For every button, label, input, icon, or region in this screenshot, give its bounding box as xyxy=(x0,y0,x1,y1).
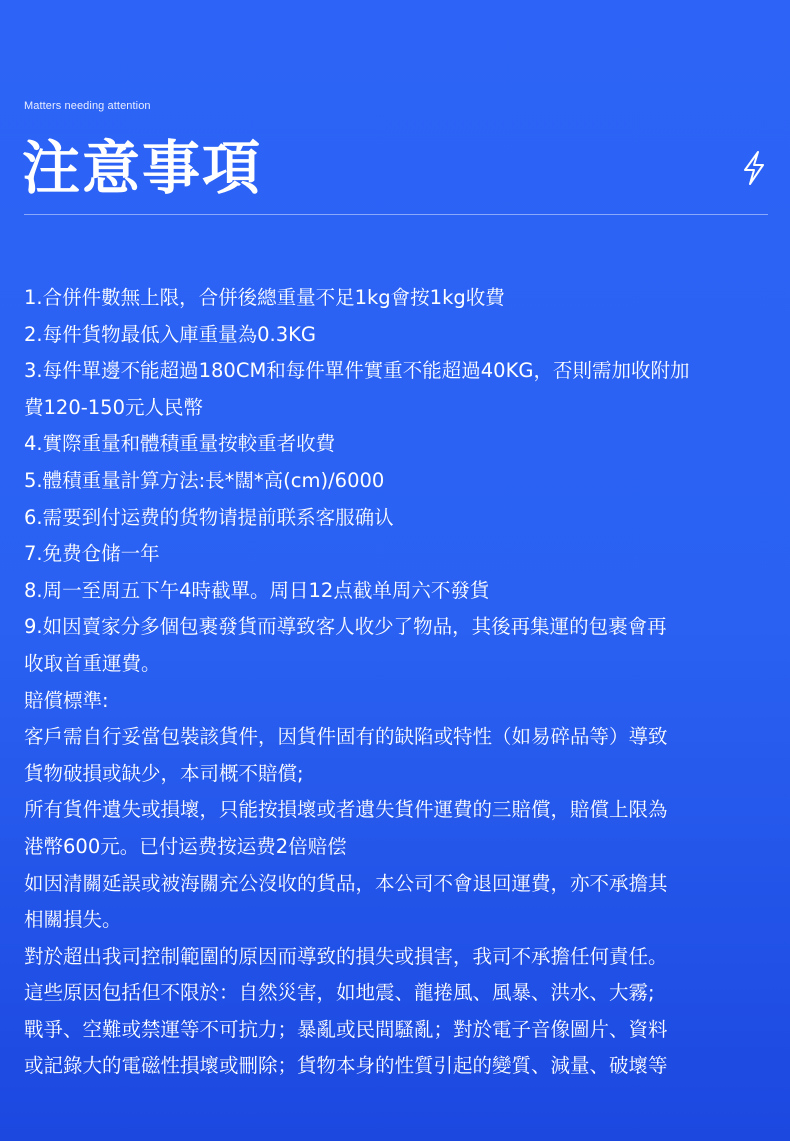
page-title: 注意事項 xyxy=(22,134,263,202)
notice-line: 客戶需自行妥當包裝該貨件，因貨件固有的缺陷或特性（如易碎品等）導致 xyxy=(24,725,668,749)
lightning-bolt-icon xyxy=(740,150,768,186)
notice-line: 如因清關延誤或被海關充公沒收的貨品，本公司不會退回運費，亦不承擔其 xyxy=(24,871,668,895)
notice-line: 8.周一至周五下午4時截單。周日12点截单周六不發貨 xyxy=(24,578,490,602)
notice-line: 對於超出我司控制範圍的原因而導致的損失或損害，我司不承擔任何責任。 xyxy=(24,944,668,968)
notice-line: 2.每件貨物最低入庫重量為0.3KG xyxy=(24,322,317,346)
notice-line: 9.如因賣家分多個包裹發貨而導致客人收少了物品，其後再集運的包裹會再 xyxy=(24,615,667,639)
notice-line: 3.每件單邊不能超過180CM和每件單件實重不能超過40KG，否則需加收附加 xyxy=(24,359,690,383)
notice-line: 5.體積重量計算方法:長*闊*高(cm)/6000 xyxy=(24,468,385,492)
notice-line: 6.需要到付运费的货物请提前联系客服确认 xyxy=(24,505,394,529)
notice-line: 所有貨件遺失或損壞，只能按損壞或者遺失貨件運費的三賠償，賠償上限為 xyxy=(24,798,668,822)
notice-line: 港幣600元。已付运费按运费2倍赔偿 xyxy=(24,834,347,858)
notice-line: 7.免费仓储一年 xyxy=(24,542,160,566)
notice-line: 4.實際重量和體積重量按較重者收費 xyxy=(24,432,336,456)
notice-line: 或記錄大的電磁性損壞或刪除；貨物本身的性質引起的變質、減量、破壞等 xyxy=(24,1054,668,1078)
eyebrow-caption: Matters needing attention xyxy=(24,100,151,112)
notice-line: 這些原因包括但不限於：自然災害，如地震、龍捲風、風暴、洪水、大霧; xyxy=(24,981,655,1005)
compensation-heading: 賠償標準: xyxy=(24,688,109,712)
header-divider xyxy=(24,214,768,215)
notice-line: 收取首重運費。 xyxy=(24,651,161,675)
notice-line: 相關損失。 xyxy=(24,908,122,932)
notice-line: 1.合併件數無上限，合併後總重量不足1kg會按1kg收費 xyxy=(24,286,505,309)
notice-body xyxy=(24,280,764,1085)
notice-line: 費120-150元人民幣 xyxy=(24,395,203,419)
notice-line: 貨物破損或缺少，本司概不賠償; xyxy=(24,761,304,785)
notice-line: 戰爭、空難或禁運等不可抗力；暴亂或民間騷亂；對於電子音像圖片、資料 xyxy=(24,1017,668,1041)
